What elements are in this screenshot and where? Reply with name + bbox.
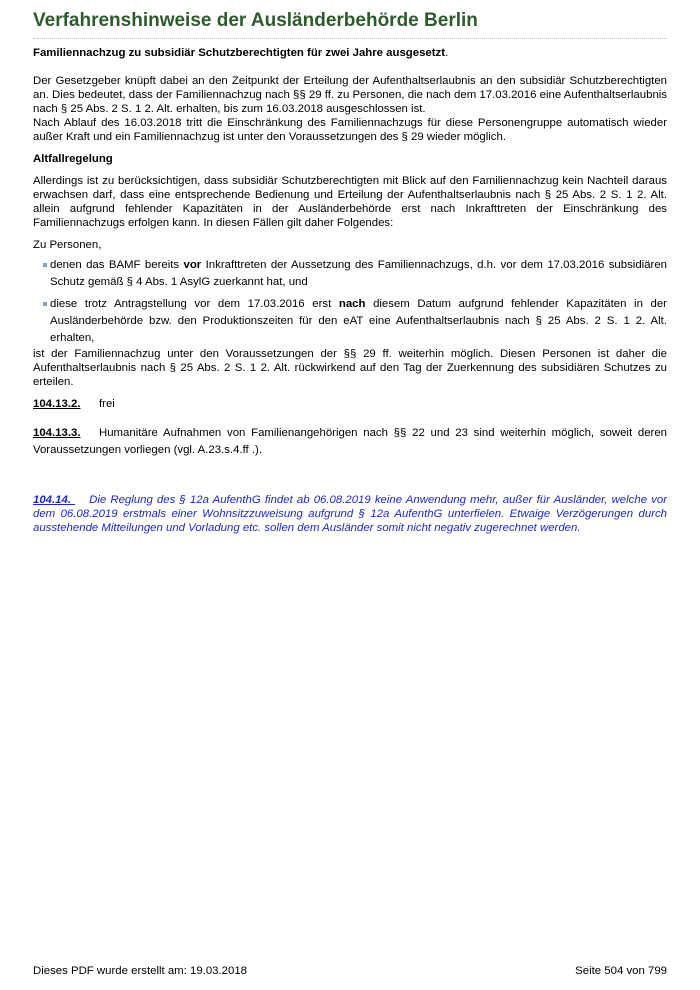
- section-lead-text: Familiennachzug zu subsidiär Schutzberechtigten für zwei Jahre ausgesetzt: [33, 47, 446, 59]
- paragraph-1: Der Gesetzgeber knüpft dabei an den Zeitpunkt der Erteilung der Aufenthaltserlaubnis an den subsidiär Schutzberechtigten an. Dies bedeutet, dass der Familiennachzug nach §§ 29 ff. zu Personen, die nach dem 17.03.2016 eine Aufenthaltserlaubnis nach § 25 Abs. 2 S. 1 2. Alt. erhalten, bis zum 16.03.2018 ausgeschlossen ist.: [33, 75, 667, 115]
- bullet-1-bold: vor: [183, 259, 202, 271]
- section-number: 104.13.3.: [33, 427, 81, 439]
- section-text: Humanitäre Aufnahmen von Familienangehörigen nach §§ 22 und 23 sind weiterhin möglich, soweit deren Voraussetzungen vorliegen (vgl. A.23.s.4.ff .).: [33, 427, 667, 456]
- intro-text: Zu Personen,: [33, 239, 102, 251]
- section-104-13-3: [33, 425, 667, 459]
- list-item: [33, 296, 667, 347]
- section-text: frei: [99, 398, 115, 410]
- section-number: 104.13.2.: [33, 398, 81, 410]
- section-text: Die Reglung des § 12a AufenthG findet ab 06.08.2019 keine Anwendung mehr, außer für Ausländer, welche vor dem 06.08.2019 erstmals einer Wohnsitzzuweisung aufgrund § 12a AufenthG unterfielen. Etwaige Verzögerungen durch ausstehende Mitteilungen und Vorladung etc. sollen dem Ausländer somit nicht negativ zugerechnet werden.: [33, 494, 667, 534]
- section-lead-end: .: [445, 47, 449, 59]
- page-content: [33, 10, 667, 535]
- altfall-heading: Altfallregelung: [33, 153, 113, 165]
- bullet-2-bold: nach: [338, 298, 366, 310]
- page-number: Seite 504 von 799: [575, 965, 667, 977]
- paragraph-3: Allerdings ist zu berücksichtigen, dass subsidiär Schutzberechtigten mit Blick auf den Familiennachzug kein Nachteil daraus erwachsen darf, dass eine entsprechende Bedienung und Erteilung der Aufenthaltserlaubnis nach § 25 Abs. 2 S. 1 2. Alt. allein aufgrund fehlender Kapazitäten in der Ausländerbehörde erst nach Inkrafttreten der Einschränkung des Familiennachzugs erfolgen kann. In diesen Fällen gilt daher Folgendes:: [33, 175, 667, 229]
- page-title: Verfahrenshinweise der Ausländerbehörde Berlin: [33, 10, 667, 39]
- page-footer: [33, 965, 667, 977]
- bullet-2-pre: diese trotz Antragstellung vor dem 17.03.2016 erst: [50, 298, 339, 310]
- list-item: [33, 257, 667, 291]
- bullet-1-pre: denen das BAMF bereits: [50, 259, 184, 271]
- bullet-square-icon: [43, 302, 47, 306]
- paragraph-4: ist der Familiennachzug unter den Voraussetzungen der §§ 29 ff. weiterhin möglich. Diesen Personen ist daher die Aufenthaltserlaubnis nach § 25 Abs. 2 S. 1 2. Alt. rückwirkend auf den Tag der Zuerkennung des subsidiären Schutzes zu erteilen.: [33, 348, 667, 388]
- section-104-13-2: [33, 397, 667, 411]
- bullet-1-post: Inkrafttreten der Aussetzung des Familiennachzugs, d.h. vor dem 17.03.2016 subsidiären Schutz gemäß § 4 Abs. 1 AsylG zuerkannt hat, und: [50, 259, 667, 288]
- bullet-2-post: diesem Datum aufgrund fehlender Kapazitäten in der Ausländerbehörde bzw. den Produktionszeiten für den eAT eine Aufenthaltserlaubnis nach § 25 Abs. 2 S. 1 2. Alt. erhalten,: [50, 298, 667, 344]
- bullet-square-icon: [43, 263, 47, 267]
- section-number-link[interactable]: 104.14.: [33, 494, 76, 506]
- section-lead: [33, 46, 667, 60]
- section-104-14: [33, 493, 667, 535]
- created-date: Dieses PDF wurde erstellt am: 19.03.2018: [33, 965, 247, 977]
- paragraph-2: Nach Ablauf des 16.03.2018 tritt die Einschränkung des Familiennachzugs für diese Personengruppe automatisch wieder außer Kraft und ein Familiennachzug ist unter den Voraussetzungen des § 29 wieder möglich.: [33, 117, 667, 143]
